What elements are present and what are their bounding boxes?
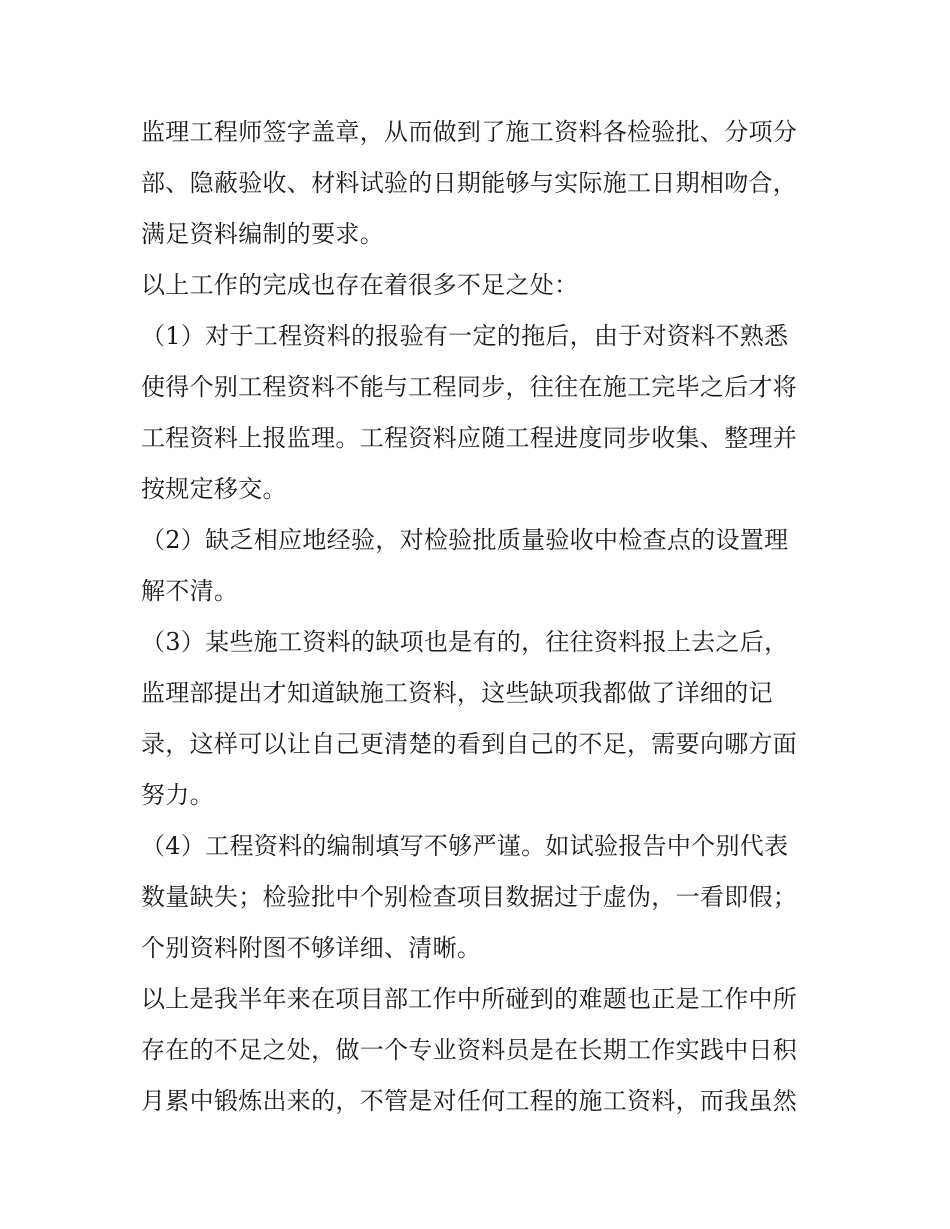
text-line: 监理部提出才知道缺施工资料，这些缺项我都做了详细的记 [141,679,773,707]
text-line: 满足资料编制的要求。 [141,220,384,248]
text-line: 努力。 [141,781,214,809]
text-line: 以上是我半年来在项目部工作中所碰到的难题也正是工作中所 [141,985,798,1013]
text-line: （1）对于工程资料的报验有一定的拖后，由于对资料不熟悉 [141,322,789,350]
text-line: 解不清。 [141,577,239,605]
text-line: 使得个别工程资料不能与工程同步，往往在施工完毕之后才将 [141,373,798,401]
text-line: 数量缺失；检验批中个别检查项目数据过于虚伪，一看即假； [141,883,798,911]
text-line: 录，这样可以让自己更清楚的看到自己的不足，需要向哪方面 [141,730,798,758]
text-line: （4）工程资料的编制填写不够严谨。如试验报告中个别代表 [141,832,789,860]
document-body [141,107,816,1127]
text-line: 个别资料附图不够详细、清晰。 [141,934,482,962]
text-line: 按规定移交。 [141,475,287,503]
text-line: 监理工程师签字盖章，从而做到了施工资料各检验批、分项分 [141,118,798,146]
text-line: （2）缺乏相应地经验，对检验批质量验收中检查点的设置理 [141,526,789,554]
text-line: 工程资料上报监理。工程资料应随工程进度同步收集、整理并 [141,424,798,452]
text-line: 以上工作的完成也存在着很多不足之处： [141,271,579,299]
text-line: 月累中锻炼出来的，不管是对任何工程的施工资料，而我虽然 [141,1087,798,1115]
text-line: 部、隐蔽验收、材料试验的日期能够与实际施工日期相吻合， [141,169,798,197]
text-line: （3）某些施工资料的缺项也是有的，往往资料报上去之后， [141,628,789,656]
text-line: 存在的不足之处，做一个专业资料员是在长期工作实践中日积 [141,1036,798,1064]
